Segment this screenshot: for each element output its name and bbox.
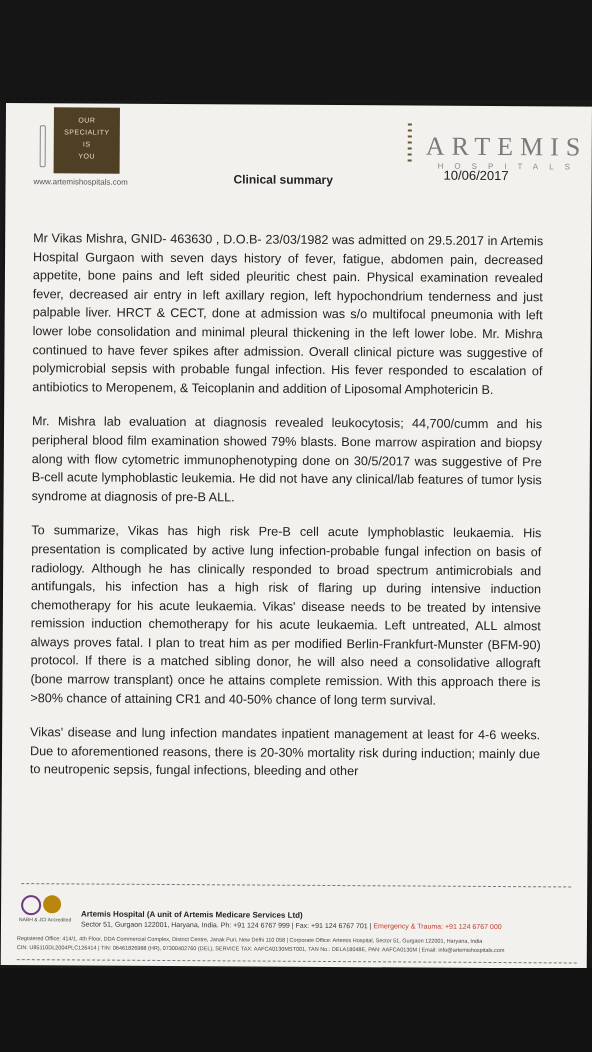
document-page	[1, 103, 592, 969]
emergency-number: Emergency & Trauma: +91 124 6767 000	[373, 923, 502, 932]
document-title: Clinical summary	[233, 172, 333, 187]
badge-line: SPECIALITY	[64, 129, 110, 137]
footer-divider	[21, 883, 571, 887]
background-top	[0, 0, 592, 100]
footer-hospital-name: Artemis Hospital (A unit of Artemis Medicare Services Ltd)	[81, 909, 303, 920]
paragraph: Mr Vikas Mishra, GNID- 463630 , D.O.B- 23/03/1982 was admitted on 29.5.2017 in Artemis Hospital Gurgaon with seven days history of fever, fatigue, abdomen pain, decreased appetite, bone pains and left sided pleuritic chest pain. Physical examination revealed fever, decreased air entry in left axillary region, left hypochondrium tenderness and just palpable liver. HRCT & CECT, done at admission was s/o multifocal pneumonia with left lower lobe consolidation and minimal pleural thickening in the left lower lobe. Mr. Mishra continued to have fever spikes after admission. Overall clinical picture was suggestive of polymicrobial sepsis with probable fungal infection. His fever responded to escalation of antibiotics to Meropenem, & Teicoplanin and addition of Liposomal Amphotericin B.	[32, 231, 544, 397]
speciality-badge	[54, 107, 120, 173]
paragraph: To summarize, Vikas has high risk Pre-B cell acute lymphoblastic leukaemia. His presentation is complicated by active lung infection-probable fungal infection on basis of radiology. Although he has clinically responded to broad spectrum antimicrobials and antifungals, his infection has a high risk of flaring up during intensive induction chemotherapy for his acute leukaemia. Vikas' disease needs to be treated by intensive remission induction chemotherapy for his acute leukaemia. Left untreated, ALL almost always proves fatal. I plan to treat him as per modified Berlin-Frankfurt-Munster (BFM-90) protocol. If there is a matched sibling donor, he will also need a consolidative allograft (bone marrow transplant) once he attains complete remission. With this approach there is >80% chance of attaining CR1 and 40-50% chance of long term survival.	[30, 523, 542, 708]
cin-line: CIN: U85110DL2004PLC126414 | TIN: 06461826988 (HR), 07300402760 (DEL), SERVICE TAX: AAFCA0130MST001, TAN No.: DELA18048E, PAN: AAFCA0130M | Email: info@artemishospitals.com	[16, 945, 505, 955]
summary-body	[30, 229, 543, 798]
brand-dots-icon	[408, 123, 412, 165]
badge-line: IS	[82, 141, 91, 149]
brand-logo: ARTEMIS	[425, 131, 588, 162]
nabh-seal-icon	[21, 895, 41, 915]
background-bottom	[0, 968, 592, 1052]
paragraph: Mr. Mishra lab evaluation at diagnosis revealed leukocytosis; 44,700/cumm and his peripheral blood film examination showed 79% blasts. Bone marrow aspiration and biopsy along with flow cytometric immunophenotyping done on 30/5/2017 was suggestive of Pre B-cell acute lymphoblastic leukemia. He did not have any clinical/lab features of tumor lysis syndrome at diagnosis of pre-B ALL.	[31, 414, 543, 505]
badge-line: OUR	[78, 117, 96, 125]
badge-line: YOU	[78, 153, 96, 161]
document-date: 10/06/2017	[443, 167, 509, 184]
footer-registration	[17, 935, 505, 956]
registered-office: Registered Office: 414/1, 4th Floor, DDA Commercial Complex, District Centre, Janak Puri, New Delhi 110 058 | Corporate Office: Artemis Hospital, Sector 51, Gurgaon 122001, Haryana, India	[16, 936, 483, 945]
brand-subtitle: HOSPITALS	[437, 161, 581, 172]
website: www.artemishospitals.com	[33, 177, 128, 187]
footer-divider-bottom	[17, 959, 577, 963]
address-text: Sector 51, Gurgaon 122001, Haryana, India. Ph: +91 124 6767 999 | Fax: +91 124 6767 701 |	[80, 921, 372, 931]
footer-address	[81, 921, 502, 931]
accreditation-label: NABH & JCI Accredited	[18, 917, 72, 924]
paragraph: Vikas' disease and lung infection mandates inpatient management at least for 4-6 weeks. Due to aforementioned reasons, there is 20-30% mortality risk during induction; mainly due to neutropenic sepsis, fungal infections, bleeding and other	[29, 725, 541, 779]
margin-bar	[40, 125, 46, 167]
jci-seal-icon	[43, 895, 61, 913]
